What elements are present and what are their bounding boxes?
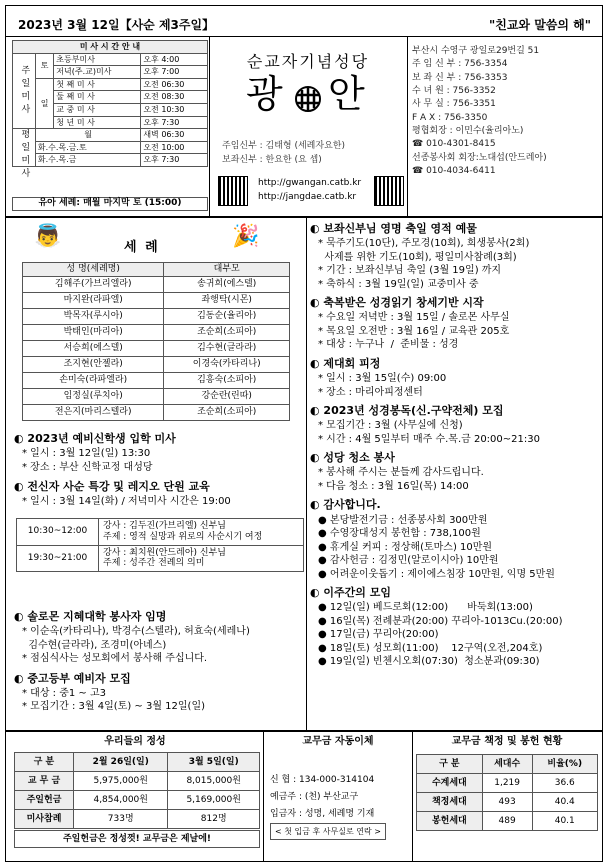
table-row — [23, 389, 290, 405]
mass-title: 미 사 시 간 안 내 — [13, 41, 208, 54]
table-cell: 임정실(루치아) — [23, 389, 164, 405]
table-cell: 김수현(글라라) — [164, 341, 290, 357]
contact-line: 사 무 실 : 756-3351 — [412, 99, 496, 110]
notice-block — [310, 222, 600, 291]
notice-line: * 기간 : 보좌신부님 축일 (3월 19일) 까지 — [318, 265, 502, 277]
table-cell: 5,169,000원 — [168, 791, 260, 810]
notice-title: ◐ 전신자 사순 특강 및 레지오 단원 교육 — [14, 480, 210, 494]
notice-block — [310, 296, 600, 352]
cross-symbol-icon — [291, 84, 325, 114]
contact-line: 보 좌 신 부 : 756-3353 — [412, 72, 508, 83]
divider — [5, 36, 603, 37]
mass-time: 오전 10:00 — [141, 141, 208, 154]
baptism-table — [22, 262, 290, 421]
lecturer: 강사 : 최치원(안드레아) 신부님 — [103, 547, 226, 558]
notice-line: ● 수영장대성지 봉헌함 : 738,100원 — [318, 528, 481, 540]
left-notices-2 — [14, 610, 304, 720]
table-cell: 송귀희(에스텔) — [164, 277, 290, 293]
transfer-title: 교무금 자동이체 — [302, 736, 374, 747]
sunday-label: 주일미사 — [13, 53, 36, 129]
lecture-table — [16, 518, 304, 572]
notice-block — [310, 451, 600, 493]
lecture-topic: 주제 : 성주간 전례의 의미 — [103, 558, 205, 569]
table-row — [15, 791, 260, 810]
notice-block — [14, 432, 304, 474]
bulletin-logo — [246, 72, 376, 120]
notice-line: ● 16일(목) 전례분과(20:00) 꾸리아-1013Cu.(20:00) — [318, 615, 563, 627]
mass-name: 첫 째 미 사 — [54, 78, 141, 91]
notice-line: ● 휴게실 커피 : 정상해(토마스) 10만원 — [318, 541, 493, 553]
contact-line: ☎ 010-4301-8415 — [412, 139, 496, 150]
account-holder: 예금주 : (천) 부산교구 — [270, 792, 359, 803]
contact-line: 부산시 수영구 광일로29번길 51 — [412, 46, 540, 56]
mass-schedule-table — [12, 40, 208, 182]
mass-time: 오전 10:30 — [141, 103, 208, 116]
table-row — [15, 810, 260, 829]
qr-code-icon — [218, 176, 248, 206]
mass-time: 오후 7:30 — [141, 116, 208, 129]
table-cell: 교 무 금 — [15, 772, 74, 791]
column-header: 구 분 — [15, 753, 74, 772]
mass-time: 오후 7:30 — [141, 154, 208, 167]
notice-line: 김수현(글라라), 조경미(아녜스) — [22, 639, 167, 651]
table-cell: 마지완(라파엘) — [23, 293, 164, 309]
table-cell: 36.6 — [532, 774, 598, 793]
table-cell: 40.1 — [532, 812, 598, 831]
notice-line: * 장소 : 마리아피정센터 — [318, 386, 423, 398]
notice-line: * 일시 : 3월 14일(화) / 저녁미사 시간은 19:00 — [22, 496, 231, 508]
table-row — [17, 519, 304, 546]
divider — [5, 730, 603, 732]
notice-line: * 모집기간 : 3월 (사무실에 신청) — [318, 420, 463, 432]
url-link[interactable]: http://jangdae.catb.kr — [258, 192, 357, 203]
table-cell: 전은지(마리스텔라) — [23, 405, 164, 421]
notice-title: ◐ 제대회 피정 — [310, 356, 381, 370]
notice-block — [310, 357, 600, 399]
table-cell: 조순희(소피아) — [164, 405, 290, 421]
notice-line: * 장소 : 부산 신학교정 대성당 — [22, 461, 153, 473]
status-table — [416, 754, 598, 831]
column-header: 2월 26일(일) — [74, 753, 168, 772]
divider — [209, 36, 210, 216]
notice-line: ● 감사헌금 : 김정민(알로이시아) 10만원 — [318, 555, 499, 567]
notice-line: 사제를 위한 기도(10회), 평일미사참례(3회) — [318, 251, 517, 263]
notice-line: ● 18일(토) 성모회(11:00) 12구역(오전,204호) — [318, 642, 543, 654]
contact-line: 선종봉사회 회장:노대섭(안드레아) — [412, 152, 547, 163]
account-number: 신 협 : 134-000-314104 — [270, 775, 375, 785]
table-header-row — [15, 753, 260, 772]
lecture-detail — [99, 519, 304, 546]
depositor-note: 입금자 : 성명, 세례명 기재 — [270, 809, 375, 820]
transfer-info — [270, 772, 386, 840]
sat-label: 토 — [35, 53, 53, 78]
website-links — [258, 176, 361, 205]
notice-block — [310, 586, 600, 669]
table-cell: 수계세대 — [417, 774, 483, 793]
notice-line: * 일시 : 3월 15일(수) 09:00 — [318, 373, 447, 385]
celebration-icon: 🎉 — [232, 224, 260, 249]
sun-label: 일 — [35, 78, 53, 128]
url-link[interactable]: http://gwangan.catb.kr — [258, 178, 362, 188]
notice-block — [310, 404, 600, 446]
mass-name: 초등부미사 — [54, 53, 141, 66]
contact-note: < 첫 입금 후 사무실로 연락 > — [270, 823, 386, 840]
table-cell: 4,854,000원 — [74, 791, 168, 810]
column-header: 구 분 — [417, 755, 483, 774]
table-cell: 김흥숙(소피아) — [164, 373, 290, 389]
weekday-label: 평일미사 — [13, 129, 36, 167]
notice-line: * 목요일 오전반 : 3월 16일 / 교육관 205호 — [318, 325, 510, 337]
table-row — [23, 341, 290, 357]
left-notices — [14, 432, 304, 515]
mass-name: 교 중 미 사 — [54, 103, 141, 116]
notice-title: ◐ 2023년 성경봉독(신.구약전체) 모집 — [310, 404, 504, 418]
notice-line: * 대상 : 중1 ~ 고3 — [22, 687, 107, 699]
table-row — [23, 293, 290, 309]
table-cell: 봉헌세대 — [417, 812, 483, 831]
table-row — [23, 325, 290, 341]
table-cell: 조순희(소피아) — [164, 325, 290, 341]
lecture-time: 19:30~21:00 — [17, 545, 99, 572]
lecture-time: 10:30~12:00 — [17, 519, 99, 546]
bulletin-date: 2023년 3월 12일【사순 제3주일】 — [18, 18, 215, 32]
notice-line: * 일시 : 3월 12일(일) 13:30 — [22, 448, 151, 460]
mass-name: 월 — [35, 129, 140, 142]
table-row — [23, 277, 290, 293]
table-cell: 489 — [482, 812, 532, 831]
divider — [412, 730, 413, 862]
mass-time: 오후 4:00 — [141, 53, 208, 66]
notice-line: * 묵주기도(10단), 주모경(10회), 희생봉사(2회) — [318, 238, 530, 250]
notice-title: ◐ 솔로몬 지혜대학 봉사자 임명 — [14, 610, 167, 623]
qr-code-icon — [374, 176, 404, 206]
notice-line: * 이순옥(카타리나), 박경수(스텔라), 허효숙(세레나) — [22, 626, 250, 638]
offering-note: 주일헌금은 정성껏! 교무금은 제날에! — [14, 830, 260, 848]
notice-line: * 봉사해 주시는 분들께 감사드립니다. — [318, 467, 484, 479]
table-cell: 미사참례 — [15, 810, 74, 829]
column-header: 세대수 — [482, 755, 532, 774]
divider — [407, 36, 408, 216]
table-cell: 김해주(가브리엘라) — [23, 277, 164, 293]
notice-block — [310, 498, 600, 581]
notice-title: ◐ 보좌신부님 영명 축일 영적 예물 — [310, 222, 477, 235]
table-row — [15, 772, 260, 791]
column-header: 비율(%) — [532, 755, 598, 774]
table-cell: 1,219 — [482, 774, 532, 793]
notice-title: ◐ 감사합니다. — [310, 498, 381, 512]
divider — [306, 216, 307, 730]
notice-title: ◐ 2023년 예비신학생 입학 미사 — [14, 432, 176, 445]
mass-name: 둘 째 미 사 — [54, 91, 141, 104]
table-cell: 5,975,000원 — [74, 772, 168, 791]
offering-title: 우리들의 정성 — [104, 736, 166, 747]
table-cell: 8,015,000원 — [168, 772, 260, 791]
table-cell: 812명 — [168, 810, 260, 829]
table-row — [23, 357, 290, 373]
mass-name: 청 년 미 사 — [54, 116, 141, 129]
angel-icon: 👼 — [34, 224, 62, 249]
notice-line: * 점심식사는 성모회에서 봉사해 주십니다. — [22, 653, 208, 665]
notice-line: ● 어려운이웃돕기 : 제이에스침장 10만원, 익명 5만원 — [318, 568, 555, 580]
table-row — [23, 373, 290, 389]
mass-time: 오후 7:00 — [141, 66, 208, 79]
table-cell: 박태인(마리아) — [23, 325, 164, 341]
logo-char: 광 — [246, 72, 283, 116]
notice-title: ◐ 축복받은 성경읽기 창세기반 시작 — [310, 296, 484, 310]
mass-time: 새벽 06:30 — [141, 129, 208, 142]
notice-line: ● 본당발전기금 : 선종봉사회 300만원 — [318, 514, 488, 526]
church-name: 순교자기념성당 — [246, 52, 370, 71]
table-cell: 강순란(린따) — [164, 389, 290, 405]
notice-block — [14, 480, 304, 509]
notice-line: * 모집기간 : 3월 4일(토) ~ 3월 12일(일) — [22, 701, 206, 713]
table-row — [417, 812, 598, 831]
table-cell: 733명 — [74, 810, 168, 829]
table-row — [23, 405, 290, 421]
table-cell: 김동순(율리아) — [164, 309, 290, 325]
lecturer: 강사 : 김두진(가브리엘) 신부님 — [103, 521, 226, 531]
notice-block — [14, 610, 304, 666]
column-header: 성 명(세례명) — [23, 263, 164, 277]
contact-line: ☎ 010-4034-6411 — [412, 165, 496, 176]
notice-title: ◐ 성당 청소 봉사 — [310, 451, 395, 465]
table-row — [417, 774, 598, 793]
notice-title: ◐ 이주간의 모임 — [310, 586, 392, 600]
mass-time: 오전 08:30 — [141, 91, 208, 104]
table-cell: 40.4 — [532, 793, 598, 812]
notice-line: * 대상 : 누구나 / 준비물 : 성경 — [318, 339, 459, 351]
column-header: 대부모 — [164, 263, 290, 277]
table-cell: 서승희(에스델) — [23, 341, 164, 357]
mass-name: 저녁(주.교)미사 — [54, 66, 141, 79]
table-cell: 좌행탁(시몬) — [164, 293, 290, 309]
notice-title: ◐ 중고등부 예비자 모집 — [14, 671, 131, 685]
assistant-priest: 보좌신부 : 한요한 (요 셉) — [222, 154, 322, 165]
notice-line: * 시간 : 4월 5일부터 매주 수.목.금 20:00~21:30 — [318, 433, 540, 445]
contact-line: 수 녀 원 : 756-3352 — [412, 85, 496, 96]
table-cell: 493 — [482, 793, 532, 812]
table-cell: 조지현(안젤라) — [23, 357, 164, 373]
notice-block — [14, 672, 304, 714]
contact-info — [412, 45, 547, 178]
lecture-detail — [99, 545, 304, 572]
table-row — [417, 793, 598, 812]
contact-line: 주 임 신 부 : 756-3354 — [412, 59, 508, 70]
table-cell: 주일헌금 — [15, 791, 74, 810]
logo-char: 안 — [328, 72, 365, 116]
contact-line: 평협회장 : 이민수(율리아노) — [412, 125, 524, 136]
baptism-title: 세 례 — [124, 240, 160, 255]
right-notices — [310, 222, 600, 674]
offering-table — [14, 752, 260, 829]
column-header: 3월 5일(일) — [168, 753, 260, 772]
divider — [263, 730, 264, 862]
bulletin-motto: "친교와 말씀의 해" — [488, 18, 591, 32]
pastor: 주임신부 : 김태형 (세례자요한) — [222, 141, 345, 151]
table-cell: 박목자(루시아) — [23, 309, 164, 325]
notice-line: * 축하식 : 3월 19일(일) 교중미사 중 — [318, 278, 479, 290]
status-title: 교무금 책정 및 봉헌 현황 — [451, 736, 563, 747]
contact-line: F A X : 756-3350 — [412, 112, 488, 123]
table-cell: 이경숙(카타리나) — [164, 357, 290, 373]
notice-line: * 다음 청소 : 3월 16일(목) 14:00 — [318, 480, 469, 492]
divider — [5, 216, 603, 218]
infant-baptism-note: 유아 세례: 매월 마지막 토 (15:00) — [12, 197, 208, 211]
notice-line: ● 17일(금) 꾸리아(20:00) — [318, 629, 439, 641]
mass-time: 오전 06:30 — [141, 78, 208, 91]
table-header-row — [23, 263, 290, 277]
priest-info — [222, 140, 345, 167]
table-cell: 손미숙(라파엘라) — [23, 373, 164, 389]
table-row — [23, 309, 290, 325]
mass-name: 화.수.목.금.토 — [35, 141, 140, 154]
lecture-topic: 주제 : 영적 실망과 위로의 사순시기 여정 — [103, 531, 263, 542]
notice-line: ● 19일(일) 빈첸시오회(07:30) 청소분과(09:30) — [318, 656, 540, 668]
mass-name: 화.수.목.금 — [35, 154, 140, 167]
table-header-row — [417, 755, 598, 774]
table-row — [17, 545, 304, 572]
notice-line: ● 12일(일) 베드로회(12:00) 바둑회(13:00) — [318, 602, 533, 614]
table-cell: 책정세대 — [417, 793, 483, 812]
notice-line: * 수요일 저녁반 : 3월 15일 / 솔로몬 사무실 — [318, 312, 510, 324]
